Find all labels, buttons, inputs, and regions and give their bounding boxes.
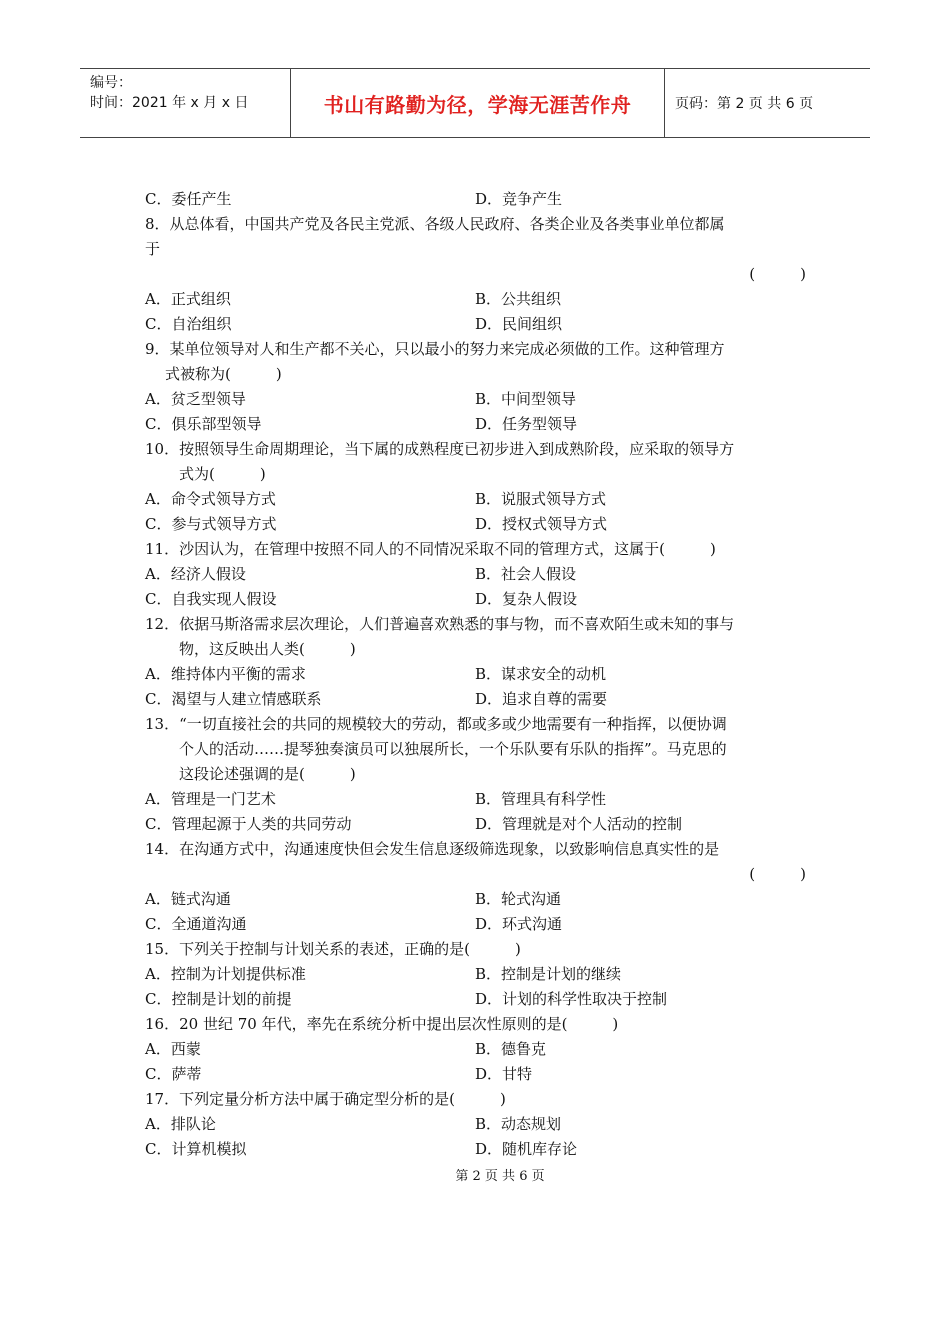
question-8-stem-cont: 于: [145, 240, 161, 258]
question-9-stem: 9．某单位领导对人和生产都不关心，只以最小的努力来完成必须做的工作。这种管理方: [145, 340, 725, 358]
option-b: B．动态规划: [475, 1115, 562, 1133]
option-row: [145, 187, 810, 212]
option-d: D．任务型领导: [475, 415, 578, 433]
option-a: A．链式沟通: [145, 890, 231, 908]
option-a: A．贫乏型领导: [145, 390, 246, 408]
option-c: C．管理起源于人类的共同劳动: [145, 815, 352, 833]
option-row: [145, 387, 810, 412]
answer-paren: ( ): [749, 265, 806, 283]
option-row: [145, 687, 810, 712]
option-c: C．自我实现人假设: [145, 590, 277, 608]
motto: 书山有路勤为径，学海无涯苦作舟: [291, 69, 665, 137]
question-12-stem: 12．依据马斯洛需求层次理论，人们普遍喜欢熟悉的事与物，而不喜欢陌生或未知的事与: [145, 615, 735, 633]
option-row: [145, 812, 810, 837]
option-b: B．公共组织: [475, 290, 562, 308]
question-8-stem: 8．从总体看，中国共产党及各民主党派、各级人民政府、各类企业及各类事业单位都属: [145, 215, 725, 233]
option-row: [145, 962, 810, 987]
option-c: C．俱乐部型领导: [145, 415, 262, 433]
option-b: B．轮式沟通: [475, 890, 562, 908]
question-list: [145, 187, 810, 1162]
option-c: C．参与式领导方式: [145, 515, 277, 533]
option-b: B．德鲁克: [475, 1040, 547, 1058]
option-d: D．环式沟通: [475, 915, 563, 933]
question-17-stem: 17．下列定量分析方法中属于确定型分析的是( ): [145, 1090, 506, 1108]
option-d: D．随机库存论: [475, 1140, 578, 1158]
question-11-stem: 11．沙因认为，在管理中按照不同人的不同情况采取不同的管理方式，这属于( ): [145, 540, 716, 558]
option-a: A．控制为计划提供标准: [145, 965, 306, 983]
time-label: 时间：2021 年 x 月 x 日: [90, 95, 249, 111]
option-b: B．社会人假设: [475, 565, 577, 583]
question-16-stem: 16．20 世纪 70 年代，率先在系统分析中提出层次性原则的是( ): [145, 1015, 619, 1033]
question-13-stem-cont: 个人的活动……提琴独奏演员可以独展所长，一个乐队要有乐队的指挥”。马克思的: [179, 740, 727, 758]
page-footer: 第 2 页 共 6 页: [455, 1169, 545, 1184]
option-a: A．正式组织: [145, 290, 231, 308]
option-c: C．计算机模拟: [145, 1140, 247, 1158]
number-label: 编号：: [90, 75, 132, 91]
option-row: [145, 562, 810, 587]
option-row: [145, 287, 810, 312]
option-row: [145, 512, 810, 537]
option-row: [145, 487, 810, 512]
header-meta: [80, 69, 291, 137]
option-row: [145, 912, 810, 937]
page-header: [80, 68, 870, 138]
option-row: [145, 887, 810, 912]
option-c: C．委任产生: [145, 190, 232, 208]
option-row: [145, 662, 810, 687]
option-row: [145, 987, 810, 1012]
option-b: B．说服式领导方式: [475, 490, 607, 508]
option-d: D．竞争产生: [475, 190, 563, 208]
page-label: 页码：第 2 页 共 6 页: [675, 96, 814, 112]
option-c: C．渴望与人建立情感联系: [145, 690, 322, 708]
option-b: B．中间型领导: [475, 390, 577, 408]
question-14-stem: 14．在沟通方式中，沟通速度快但会发生信息逐级筛选现象，以致影响信息真实性的是: [145, 840, 720, 858]
option-d: D．复杂人假设: [475, 590, 578, 608]
option-row: [145, 1062, 810, 1087]
question-13-stem-cont: 这段论述强调的是( ): [179, 765, 356, 783]
option-d: D．授权式领导方式: [475, 515, 608, 533]
option-row: [145, 412, 810, 437]
option-d: D．民间组织: [475, 315, 563, 333]
option-a: A．排队论: [145, 1115, 216, 1133]
question-13-stem: 13．“一切直接社会的共同的规模较大的劳动，都或多或少地需要有一种指挥，以便协调: [145, 715, 727, 733]
question-12-stem-cont: 物，这反映出人类( ): [179, 640, 356, 658]
option-row: [145, 587, 810, 612]
option-row: [145, 1137, 810, 1162]
answer-paren: ( ): [749, 865, 806, 883]
option-c: C．萨蒂: [145, 1065, 202, 1083]
option-d: D．管理就是对个人活动的控制: [475, 815, 683, 833]
question-9-stem-cont: 式被称为( ): [165, 365, 282, 383]
option-a: A．管理是一门艺术: [145, 790, 276, 808]
option-a: A．维持体内平衡的需求: [145, 665, 306, 683]
option-b: B．谋求安全的动机: [475, 665, 607, 683]
question-10-stem-cont: 式为( ): [179, 465, 266, 483]
option-b: B．控制是计划的继续: [475, 965, 622, 983]
option-row: [145, 1037, 810, 1062]
option-d: D．追求自尊的需要: [475, 690, 608, 708]
option-a: A．经济人假设: [145, 565, 246, 583]
option-c: C．控制是计划的前提: [145, 990, 292, 1008]
option-c: C．自治组织: [145, 315, 232, 333]
option-c: C．全通道沟通: [145, 915, 247, 933]
option-d: D．甘特: [475, 1065, 533, 1083]
option-row: [145, 312, 810, 337]
option-a: A．命令式领导方式: [145, 490, 276, 508]
option-b: B．管理具有科学性: [475, 790, 607, 808]
option-row: [145, 787, 810, 812]
question-10-stem: 10．按照领导生命周期理论，当下属的成熟程度已初步进入到成熟阶段，应采取的领导方: [145, 440, 735, 458]
option-d: D．计划的科学性取决于控制: [475, 990, 668, 1008]
option-row: [145, 1112, 810, 1137]
option-a: A．西蒙: [145, 1040, 201, 1058]
question-15-stem: 15．下列关于控制与计划关系的表述，正确的是( ): [145, 940, 521, 958]
